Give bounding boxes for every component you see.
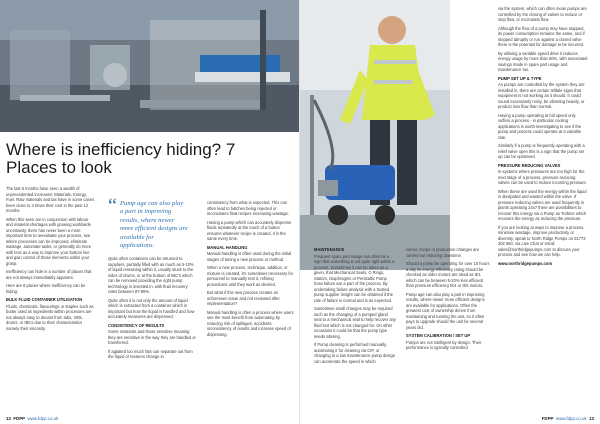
paragraph: When a new process, technique, addition, or mixture is created, it's sometimes necessary for personnel to manually test it, refining procedures until they work as desired. bbox=[207, 265, 294, 287]
engineer-photo bbox=[300, 0, 450, 270]
paragraph: Although the flow of a pump may have stopped, its power consumption remains the same, and if stopped abruptly or run against a closed valve there is the potential for damage to be incurred. bbox=[498, 25, 585, 47]
paragraph: As pumps are controlled by the system they are installed in, there are certain telltale signs that equipment is not working as it should. It could sound excessively noisy, be vibrating heavily, or product loss flow than normal. bbox=[498, 82, 585, 109]
paragraph: Here are 8 places where inefficiency can be hiding: bbox=[6, 283, 86, 294]
paragraph: If you are looking at ways to improve a process, minimise wastage, improve productivity or diversity, speak to North Ridge Pumps on 01773 302 660, via Live Chat or email sales@northridgepumps.com to discuss your process and see how we can help. bbox=[498, 224, 586, 257]
paragraph: In systems where pressures are too high for the next stage of a process, pressure reducing valves can be used to reduce incoming pressure. bbox=[498, 169, 587, 185]
paragraph: By utilising a variable speed drive it reduces energy usage by more than 50%, with associated savings made in spare part usage and maintenance too. bbox=[498, 50, 588, 72]
paragraph: Pump age can also play a part in improving results, where newer more efficient designs are available for applications. Often the greatest cost of ownership derive from maintaining and running the unit, so it often pays to upgrade should the unit be several years old. bbox=[406, 291, 485, 330]
paragraph: Manual handling is often used during the initial stages of tuning a new process or method. bbox=[207, 251, 292, 262]
paragraph: If agitated too much fats can separate out from the liquid or textures change in bbox=[108, 348, 193, 359]
paragraph: Having a pump operating at full speed only suffers a process - in particular cooling applications is worth investigating to see if the pump and process could operate at a variable rate. bbox=[498, 112, 582, 140]
paragraph: via the system, which can often mean pumps are controlled by the closing of valves to reduce or stop flow, or recirculate flow. bbox=[498, 6, 587, 22]
right-footer bbox=[542, 416, 594, 421]
paragraph: Quite often containers can be returned to suppliers, partially filled with as much as 5-10% of liquid remaining within it, usually stuck to the sides of drums, or at the bottom of IBC's which can be removed providing the right pump technology is invested in, with fluid recovery rates between 97-99%. bbox=[108, 256, 194, 294]
page-number: 13 bbox=[589, 416, 594, 421]
paragraph: Some materials and those sensitive meaning they are sensitive in the way they are handled or transferred. bbox=[108, 329, 196, 345]
paragraph: The last 6 months have seen a wealth of unprecedented increases: Materials, Energy, Fuel. Raw materials and tax have in some cases been close to 3 times their cost in the past 12 months. bbox=[6, 186, 95, 213]
paragraph: Frequent spare part usage can often be a sign that something is not quite right within a process. Sometimes it can be taken as a given, that Mechanical Seals, O Rings, Stators, Diaphragms or Peristaltic Pump hose failure are a part of the process. By undertaking failure analysis with a trusted pump supplier insight can be obtained if the rate of failure is normal and is as expected. bbox=[314, 253, 395, 303]
paragraph: If Pump cleaning is performed manually, automating it for cleaning via CIP, or changing to a low maintenance pump design can accelerate the speed in which bbox=[314, 342, 396, 364]
section-heading: SYSTEM CALIBRATION / SET UP bbox=[406, 333, 471, 338]
paragraph: Pumps are not intelligent by design. Their performance is typically controlled bbox=[406, 339, 482, 350]
article-title: Where is inefficiency hiding? 7 Places to look bbox=[6, 140, 236, 177]
page-number: 12 bbox=[6, 416, 11, 421]
paragraph: When this seen are in conjunction with labour and material shortages with growing worldwide uncertainty, there has never been a more important time to reevaluate your process, see where processes can be improved, eliminate wastage, automate tasks, or generally do more with less as a way to improve your bottom line and gain control of those elements within your grasp. bbox=[6, 216, 92, 266]
paragraph: When these are used the energy within the liquid is dissipated and wasted within the valve. If pressure reducing valves are used frequently in plants operating 24x7 there are possibilities to recover this energy via a Pump as Turbine which recovers the energy as reducing the pressure. bbox=[498, 188, 587, 221]
paragraph: Manual handling is often a process where users see the most benefit from automating by reducing risk of spillages, accidents, inconsistency of results and increase speed of dispensing. bbox=[207, 309, 294, 337]
paragraph: Sometimes small changes may be required such as the changing of a pumped gland seal to a mechanical seal to help recover any fluid lost which is not changed for. On other occasions it could be that the pump type needs altering. bbox=[314, 306, 396, 339]
section-heading: PUMP SET UP & TYPE bbox=[498, 75, 542, 81]
right-column-1 bbox=[314, 247, 396, 367]
paragraph: Fluids, chemicals, flavourings or staples such as butter used as ingredients within processes are not always easy to decant from tubs, 200L drums, or IBCs due to their characteristics namely their viscosity. bbox=[6, 303, 94, 331]
left-column-2 bbox=[108, 256, 196, 363]
section-heading: BULK FLUID CONTAINER UTILISATION bbox=[6, 297, 83, 302]
footer-brand: FDPP bbox=[541, 416, 554, 421]
section-heading: PRESSURE REDUCING VALVES bbox=[498, 162, 561, 168]
engineer-photo-illustration bbox=[300, 0, 450, 270]
quote-mark-icon: “ bbox=[108, 195, 117, 217]
paragraph: consistency from what is expected. This can often lead to batches being rejected or inconsistent final recipes increasing wastage. bbox=[207, 200, 289, 216]
paragraph: Having a pump which can accurately dispense fluids repeatedly at the touch of a button ensures whatever recipe is created, it is the same every time. bbox=[207, 219, 292, 241]
footer-url[interactable]: www.fdpp.co.uk bbox=[555, 416, 587, 421]
right-column-3 bbox=[498, 6, 588, 269]
left-column-3 bbox=[207, 200, 295, 340]
pull-quote bbox=[108, 195, 188, 250]
factory-photo bbox=[0, 0, 300, 132]
section-heading: MAINTENANCE bbox=[314, 247, 345, 252]
paragraph: Similarly if a pump is frequently operating with a relief valve open this is a sign that the pump set up can be optimised. bbox=[498, 143, 585, 159]
right-page bbox=[300, 0, 600, 424]
footer-url[interactable]: www.fdpp.co.uk bbox=[27, 416, 59, 421]
website-link[interactable]: www.northridgepumps.com bbox=[498, 260, 552, 266]
paragraph: Inefficiency can hide in a number of places that are not always immediately apparent. bbox=[6, 269, 92, 280]
paragraph: Should a pump be operating for over 10 hours a day its energy efficiency rating should be checked as older motors are rated as IE1 which can be between 5-20% less efficient than premium efficiency IE4 or IE5 motors. bbox=[406, 261, 490, 288]
paragraph: Quite often it is not only the amount of liquid which is extracted from a container which is important but how the liquid is handled and how accurately measures are dispensed. bbox=[108, 297, 195, 319]
paragraph: colour, recipe or production changes are carried out reducing downtime. bbox=[406, 247, 480, 258]
factory-photo-illustration bbox=[0, 0, 300, 132]
footer-brand: FDPP bbox=[13, 416, 26, 421]
pull-quote-text: Pump age can also play a part in improving results, where newer more efficient designs are available for applications. bbox=[120, 200, 188, 250]
section-heading: MANUAL HANDLING bbox=[207, 244, 248, 250]
paragraph: But what if this new process creates an unforeseen issue and not reviewed after implementation? bbox=[207, 290, 280, 306]
section-heading: CONSISTENCY OF RESULTS bbox=[108, 322, 165, 328]
left-footer bbox=[6, 416, 58, 421]
right-column-2 bbox=[406, 247, 490, 354]
left-column-1 bbox=[6, 186, 96, 334]
